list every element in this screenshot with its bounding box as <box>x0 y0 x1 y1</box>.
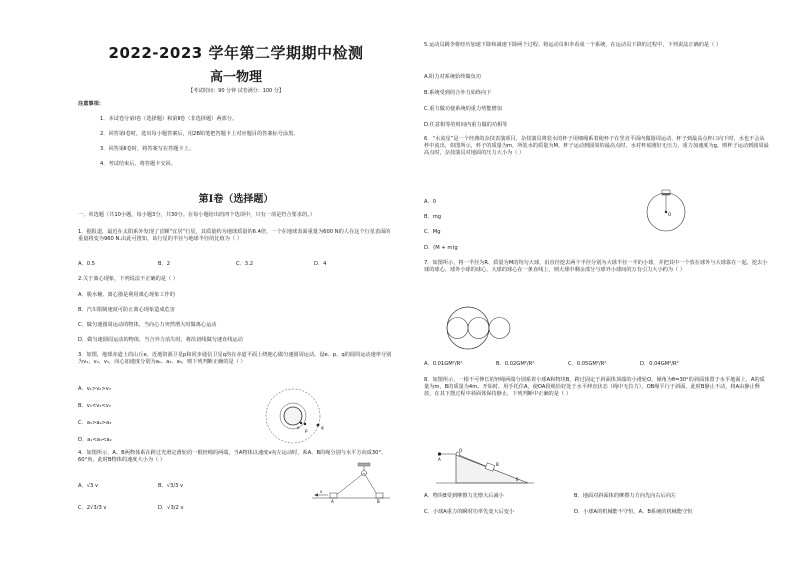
q3-option-a: A．v₁>v₂>v₃ <box>78 386 111 392</box>
q5-option-d: D.任意相等的时间内重力做的功相等 <box>424 122 508 128</box>
left-column <box>78 0 394 562</box>
orbit-figure <box>248 385 338 445</box>
question-6-stem: 6．“水流星”是一个经典的杂技表演项目，杂技演员将装水的杯子用细绳系着使杯子在竖直平面内做圆周运动，杯子到最高点杯口向下时，水也不会从杯中流出，如图所示，杯子的质量为m，所装水的质量为M，杯子运动到圆周的最高点时，水对杯底刚好无压力，重力加速度为g，则杯子运动到圆周最高点时，杂技演员对地面的压力大小为（ ） <box>424 136 769 156</box>
q8-option-c: C．小球A重力的瞬时功率先变大后变小 <box>424 509 515 515</box>
q2-option-a: A．脱水桶、离心器是利用离心现象工作的 <box>78 292 175 298</box>
section-title: 第Ⅰ卷（选择题） <box>198 194 274 205</box>
incline-figure <box>436 449 536 489</box>
q1-option-d: D．4 <box>314 261 327 267</box>
fig-label-e: e <box>297 425 300 430</box>
q6-option-c: C．Mg <box>424 229 441 235</box>
q8-option-a: A．物块B受到摩擦力先增大后减小 <box>424 493 504 499</box>
fig-label-v: v <box>320 489 323 494</box>
note-item: 3．回答第Ⅱ卷时，将答案写在答题卡上。 <box>100 146 195 152</box>
fig-label-a: A <box>438 457 441 462</box>
page-title: 2022-2023 学年第二学期期中检测 <box>108 44 364 62</box>
page-subtitle: 高一物理 <box>209 70 262 85</box>
q7-option-c: C．0.05GM²/R² <box>568 361 607 367</box>
note-item: 1．本试卷分第Ⅰ卷（选择题）和第Ⅱ卷（非选择题）两部分。 <box>100 116 238 122</box>
q4-option-c: C．2√3/3 v <box>78 505 107 511</box>
q3-option-b: B．v₁<v₃<v₂ <box>78 403 111 409</box>
spheres-figure <box>438 305 528 351</box>
q7-option-a: A．0.01GM²/R² <box>424 361 463 367</box>
fig-label-o: O <box>459 448 463 453</box>
q4-option-b: B．√3/3 v <box>158 483 184 489</box>
question-8-stem: 8．如图所示，一根不可伸长的轻绳两端分别系着小球A和物块B，跨过固定于斜面体顶端的小滑轮O，倾角为θ=30°的斜面体置于水平地面上，A的质量为m，B的质量为4m。开始时，用手托住A，使OA段绳恰好处于水平伸直状态（绳中无拉力），OB绳平行于斜面，此时B静止不动，将A由静止释放，在其下摆过程中斜面体保持静止，下列判断中正确的是（ ） <box>424 377 765 397</box>
fig-label-theta: θ <box>516 477 519 482</box>
question-2-stem: 2.关于离心现象，下列说法不正确的是（ ） <box>78 276 178 282</box>
exam-info: 【考试时间：90 分钟 试卷满分：100 分】 <box>188 88 284 94</box>
q8-option-d: D．小球A的机械能不守恒，A、B系统的机械能守恒 <box>574 509 693 515</box>
notes-heading: 注意事项： <box>78 101 104 107</box>
q3-option-c: C．a₁>a₂>a₃ <box>78 420 112 426</box>
fig-label-o: O <box>668 212 672 217</box>
fig-label-b: B <box>377 499 380 504</box>
question-4-stem: 4．如图所示，A、B两物体系在跨过光滑定滑轮的一根轻绳的两端，当A物体以速度v向左运动时，系A、B的绳分别与水平方向成30°、60°角，此时B物体的速度大小为（ ） <box>78 450 387 463</box>
question-3-stem: 3．如图，地球赤道上的山丘e，近地资源卫星p和同步通信卫星q均在赤道平面上绕地心做匀速圆周运动。设e、p、q的圆周运动速率分别为v₁、v₂、v₃，向心加速度分别为a₁、a₂、a₃，则下列判断正确的是（ ） <box>78 352 392 365</box>
section-instructions: 一、单选题（共10小题，每小题3分，共30分。在每小题给出的四个选项中，只有一项是符合要求的。） <box>78 212 315 218</box>
q5-option-b: B.系统受到的合外力始终向下 <box>424 90 492 96</box>
question-1-stem: 1．据报道，最近在太阳系外发现了首颗“宜居”行星，其质量约为地球质量的6.4倍，一个在地球表面重量为600 N的人在这个行星表面的重量将变为960 N.由此可推知，该行星的半径与地球半径的比值为（ ） <box>78 229 391 242</box>
question-5-stem: 5.运动员跳伞将经历加速下降和减速下降两个过程。将运动员和伞看成一个系统，在运动员下降的过程中，下列说法正确的是（ ） <box>424 42 722 48</box>
q8-option-b: B．地面对斜面体的摩擦力方向先向右后向左 <box>574 493 677 499</box>
q6-option-d: D．(M + m)g <box>424 245 458 251</box>
q7-option-d: D．0.04GM²/R² <box>640 361 679 367</box>
water-star-figure <box>646 186 706 242</box>
q1-option-a: A．0.5 <box>78 261 95 267</box>
q4-option-d: D．√3/2 v <box>158 505 184 511</box>
q3-option-d: D．a₁<a₃<a₂ <box>78 437 112 443</box>
q4-option-a: A．√3 v <box>78 483 99 489</box>
q5-option-a: A.阻力对系统始终做负功 <box>424 74 481 80</box>
fig-label-p: p <box>305 428 308 433</box>
q1-option-b: B．2 <box>158 261 171 267</box>
q1-option-c: C．3.2 <box>236 261 254 267</box>
q2-option-c: C．做匀速圆周运动的物体，当向心力突然增大时做离心运动 <box>78 322 217 328</box>
fig-label-a: A <box>331 499 334 504</box>
q2-option-b: B．汽车限制速度可防止离心现象造成危害 <box>78 307 175 313</box>
q7-option-b: B．0.02GM²/R² <box>496 361 535 367</box>
pulley-figure <box>310 462 392 504</box>
note-item: 2．回答第Ⅰ卷时，选出每小题答案后，用2B铅笔把答题卡上对应题目的答案标号涂黑。 <box>100 131 299 137</box>
q5-option-c: C.重力做功使系统的重力势能增加 <box>424 106 502 112</box>
right-column <box>424 0 772 562</box>
q2-option-d: D．做匀速圆周运动的物体，当合外力消失时，将沿切线做匀速直线运动 <box>78 337 243 343</box>
q6-option-b: B．mg <box>424 214 442 220</box>
fig-label-b: B <box>496 462 499 467</box>
fig-label-q: q <box>321 425 324 430</box>
question-7-stem: 7．如图所示，将一半径为R、质量为M的均匀大球，沿直径挖去两个半径分别为大球半径一半的小球，并把其中一个放在球外与大球靠在一起，挖去小球的球心、球外小球的球心、大球的球心在一条直线上，则大球中剩余部分与球外小球间的万有引力大小约为（ ） <box>424 260 768 273</box>
q6-option-a: A．0 <box>424 199 437 205</box>
note-item: 4．考试结束后，将答题卡交回。 <box>100 161 176 167</box>
